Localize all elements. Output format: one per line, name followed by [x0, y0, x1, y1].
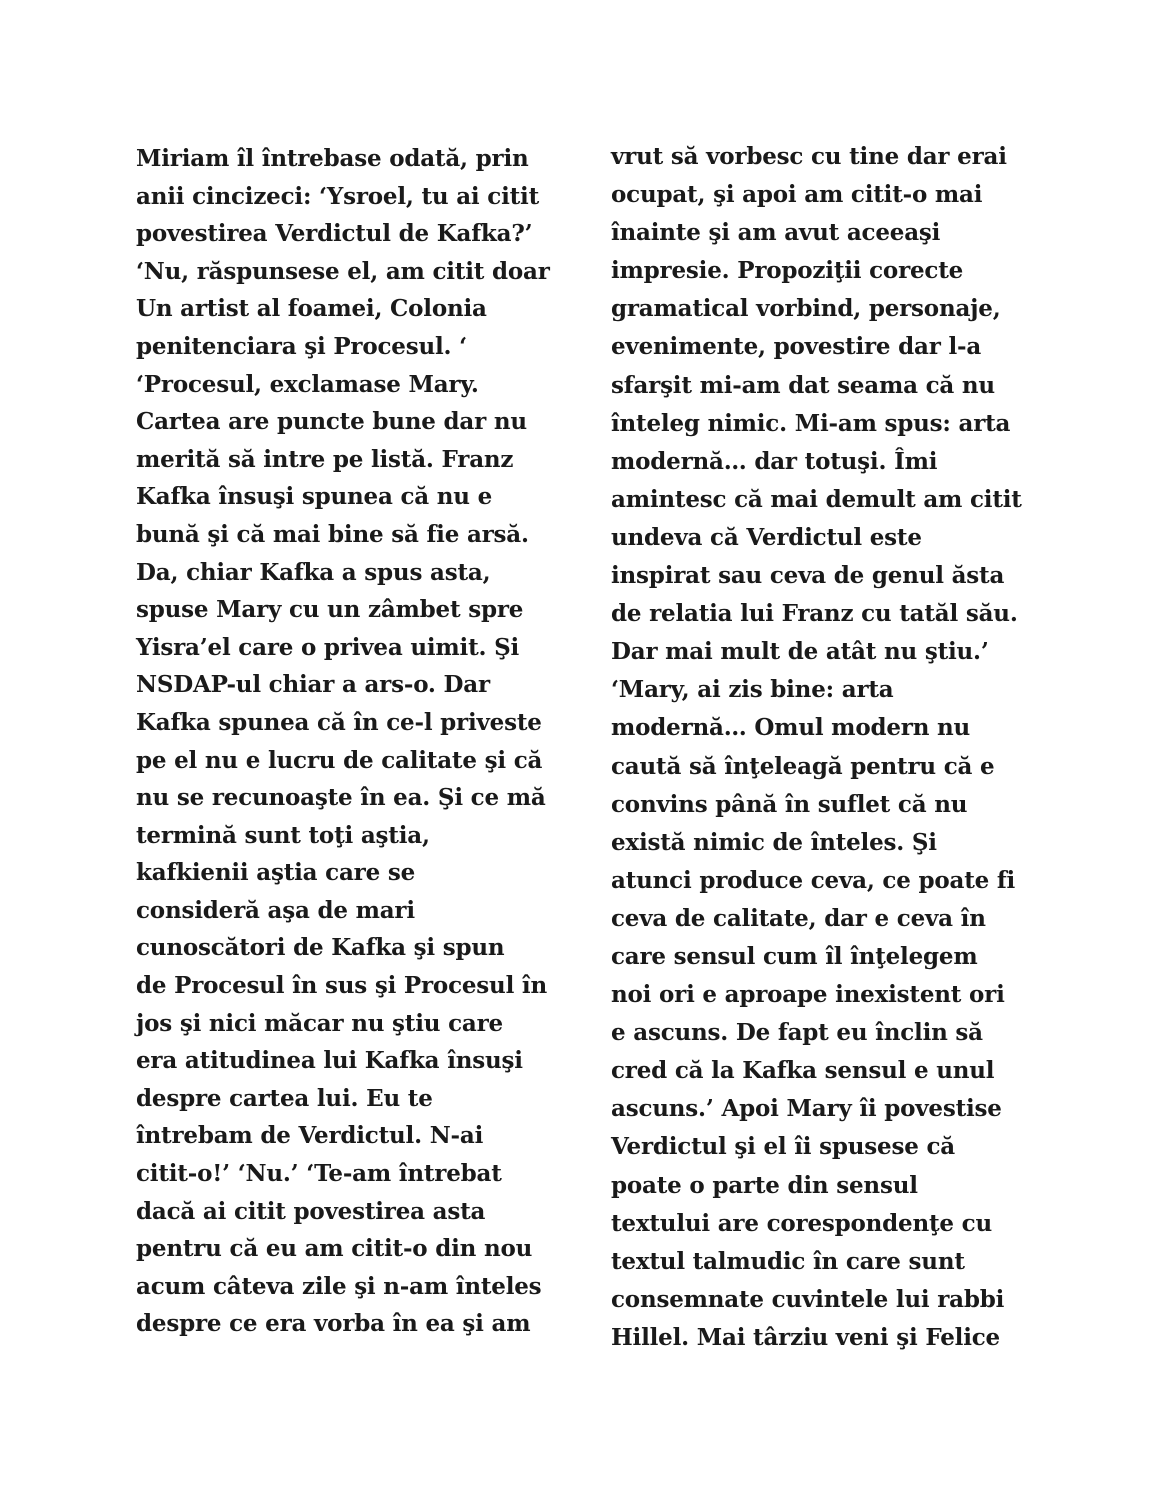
text-line: Verdictul şi el îi spusese că: [611, 1133, 955, 1161]
text-line: ceva de calitate, dar e ceva în: [611, 904, 986, 932]
text-line: de Procesul în sus şi Procesul în: [136, 972, 547, 1000]
text-line: textul talmudic în care sunt: [611, 1247, 965, 1275]
text-line: nu se recunoaşte în ea. Şi ce mă: [136, 784, 546, 812]
text-line: NSDAP-ul chiar a ars-o. Dar: [136, 671, 490, 699]
text-line: convins până în suflet că nu: [611, 790, 968, 818]
text-line: textului are corespondenţe cu: [611, 1209, 992, 1237]
text-line: modernă… dar totuşi. Îmi: [611, 447, 938, 475]
text-line: Dar mai mult de atât nu ştiu.’: [611, 638, 989, 666]
text-line: există nimic de înteles. Şi: [611, 828, 937, 856]
text-line: Hillel. Mai târziu veni şi Felice: [611, 1323, 1000, 1351]
text-line: Yisra’el care o privea uimit. Şi: [136, 633, 520, 661]
text-line: spuse Mary cu un zâmbet spre: [136, 596, 524, 624]
text-line: despre cartea lui. Eu te: [136, 1084, 433, 1112]
text-line: penitenciara şi Procesul. ‘: [136, 332, 467, 360]
text-line: atunci produce ceva, ce poate fi: [611, 866, 1016, 894]
text-line: citit-o!’ ‘Nu.’ ‘Te-am întrebat: [136, 1160, 502, 1188]
text-line: despre ce era vorba în ea şi am: [136, 1310, 531, 1338]
text-line: modernă… Omul modern nu: [611, 714, 971, 742]
text-line: Kafka spunea că în ce-l priveste: [136, 708, 542, 736]
text-line: consideră aşa de mari: [136, 896, 415, 924]
text-line: e ascuns. De fapt eu înclin să: [611, 1019, 983, 1047]
text-line: Miriam îl întrebase odată, prin: [136, 145, 529, 172]
text-line: Kafka însuşi spunea că nu e: [136, 483, 493, 511]
text-line: ‘Mary, ai zis bine: arta: [611, 676, 894, 704]
text-line: care sensul cum îl înţelegem: [611, 942, 978, 970]
text-line: Da, chiar Kafka a spus asta,: [136, 558, 491, 586]
text-line: vrut să vorbesc cu tine dar erai: [611, 143, 1007, 170]
text-line: întrebam de Verdictul. N-ai: [136, 1122, 484, 1150]
text-line: noi ori e aproape inexistent ori: [611, 981, 1005, 1009]
text-line: undeva că Verdictul este: [611, 523, 922, 551]
text-line: inspirat sau ceva de genul ăsta: [611, 562, 1005, 590]
text-line: consemnate cuvintele lui rabbi: [611, 1285, 1005, 1313]
text-line: ‘Procesul, exclamase Mary.: [136, 370, 479, 398]
text-line: impresie. Propoziţii corecte: [611, 257, 964, 285]
text-line: era atitudinea lui Kafka însuşi: [136, 1047, 523, 1075]
text-line: pentru că eu am citit-o din nou: [136, 1235, 533, 1263]
text-line: cred că la Kafka sensul e unul: [611, 1057, 995, 1085]
text-line: ascuns.’ Apoi Mary îi povestise: [611, 1095, 1002, 1123]
text-line: gramatical vorbind, personaje,: [611, 295, 1001, 323]
text-line: Cartea are puncte bune dar nu: [136, 408, 527, 436]
text-line: amintesc că mai demult am citit: [611, 485, 1022, 513]
right-text-column: [611, 138, 1031, 1357]
text-line: sfarşit mi-am dat seama că nu: [611, 371, 995, 399]
text-line: anii cincizeci: ‘Ysroel, tu ai citit: [136, 182, 539, 210]
text-line: dacă ai citit povestirea asta: [136, 1197, 486, 1225]
text-line: de relatia lui Franz cu tatăl său.: [611, 600, 1018, 628]
text-line: jos şi nici măcar nu ştiu care: [136, 1009, 503, 1037]
text-line: povestirea Verdictul de Kafka?’: [136, 220, 533, 248]
text-line: poate o parte din sensul: [611, 1171, 918, 1199]
text-line: înainte şi am avut aceeaşi: [611, 219, 941, 247]
text-line: merită să intre pe listă. Franz: [136, 445, 514, 473]
text-line: Un artist al foamei, Colonia: [136, 295, 487, 323]
text-line: cunoscători de Kafka şi spun: [136, 934, 505, 962]
text-line: pe el nu e lucru de calitate şi că: [136, 746, 543, 774]
text-line: ocupat, şi apoi am citit-o mai: [611, 181, 983, 209]
left-text-column: [136, 140, 556, 1343]
text-line: evenimente, povestire dar l-a: [611, 333, 982, 361]
text-line: înteleg nimic. Mi-am spus: arta: [611, 409, 1011, 437]
text-line: termină sunt toţi aştia,: [136, 821, 430, 849]
text-line: acum câteva zile şi n-am înteles: [136, 1272, 542, 1300]
text-line: kafkienii aştia care se: [136, 859, 416, 887]
text-line: bună şi că mai bine să fie arsă.: [136, 520, 529, 548]
text-line: caută să înţeleagă pentru că e: [611, 752, 995, 780]
text-line: ‘Nu, răspunsese el, am citit doar: [136, 257, 550, 285]
